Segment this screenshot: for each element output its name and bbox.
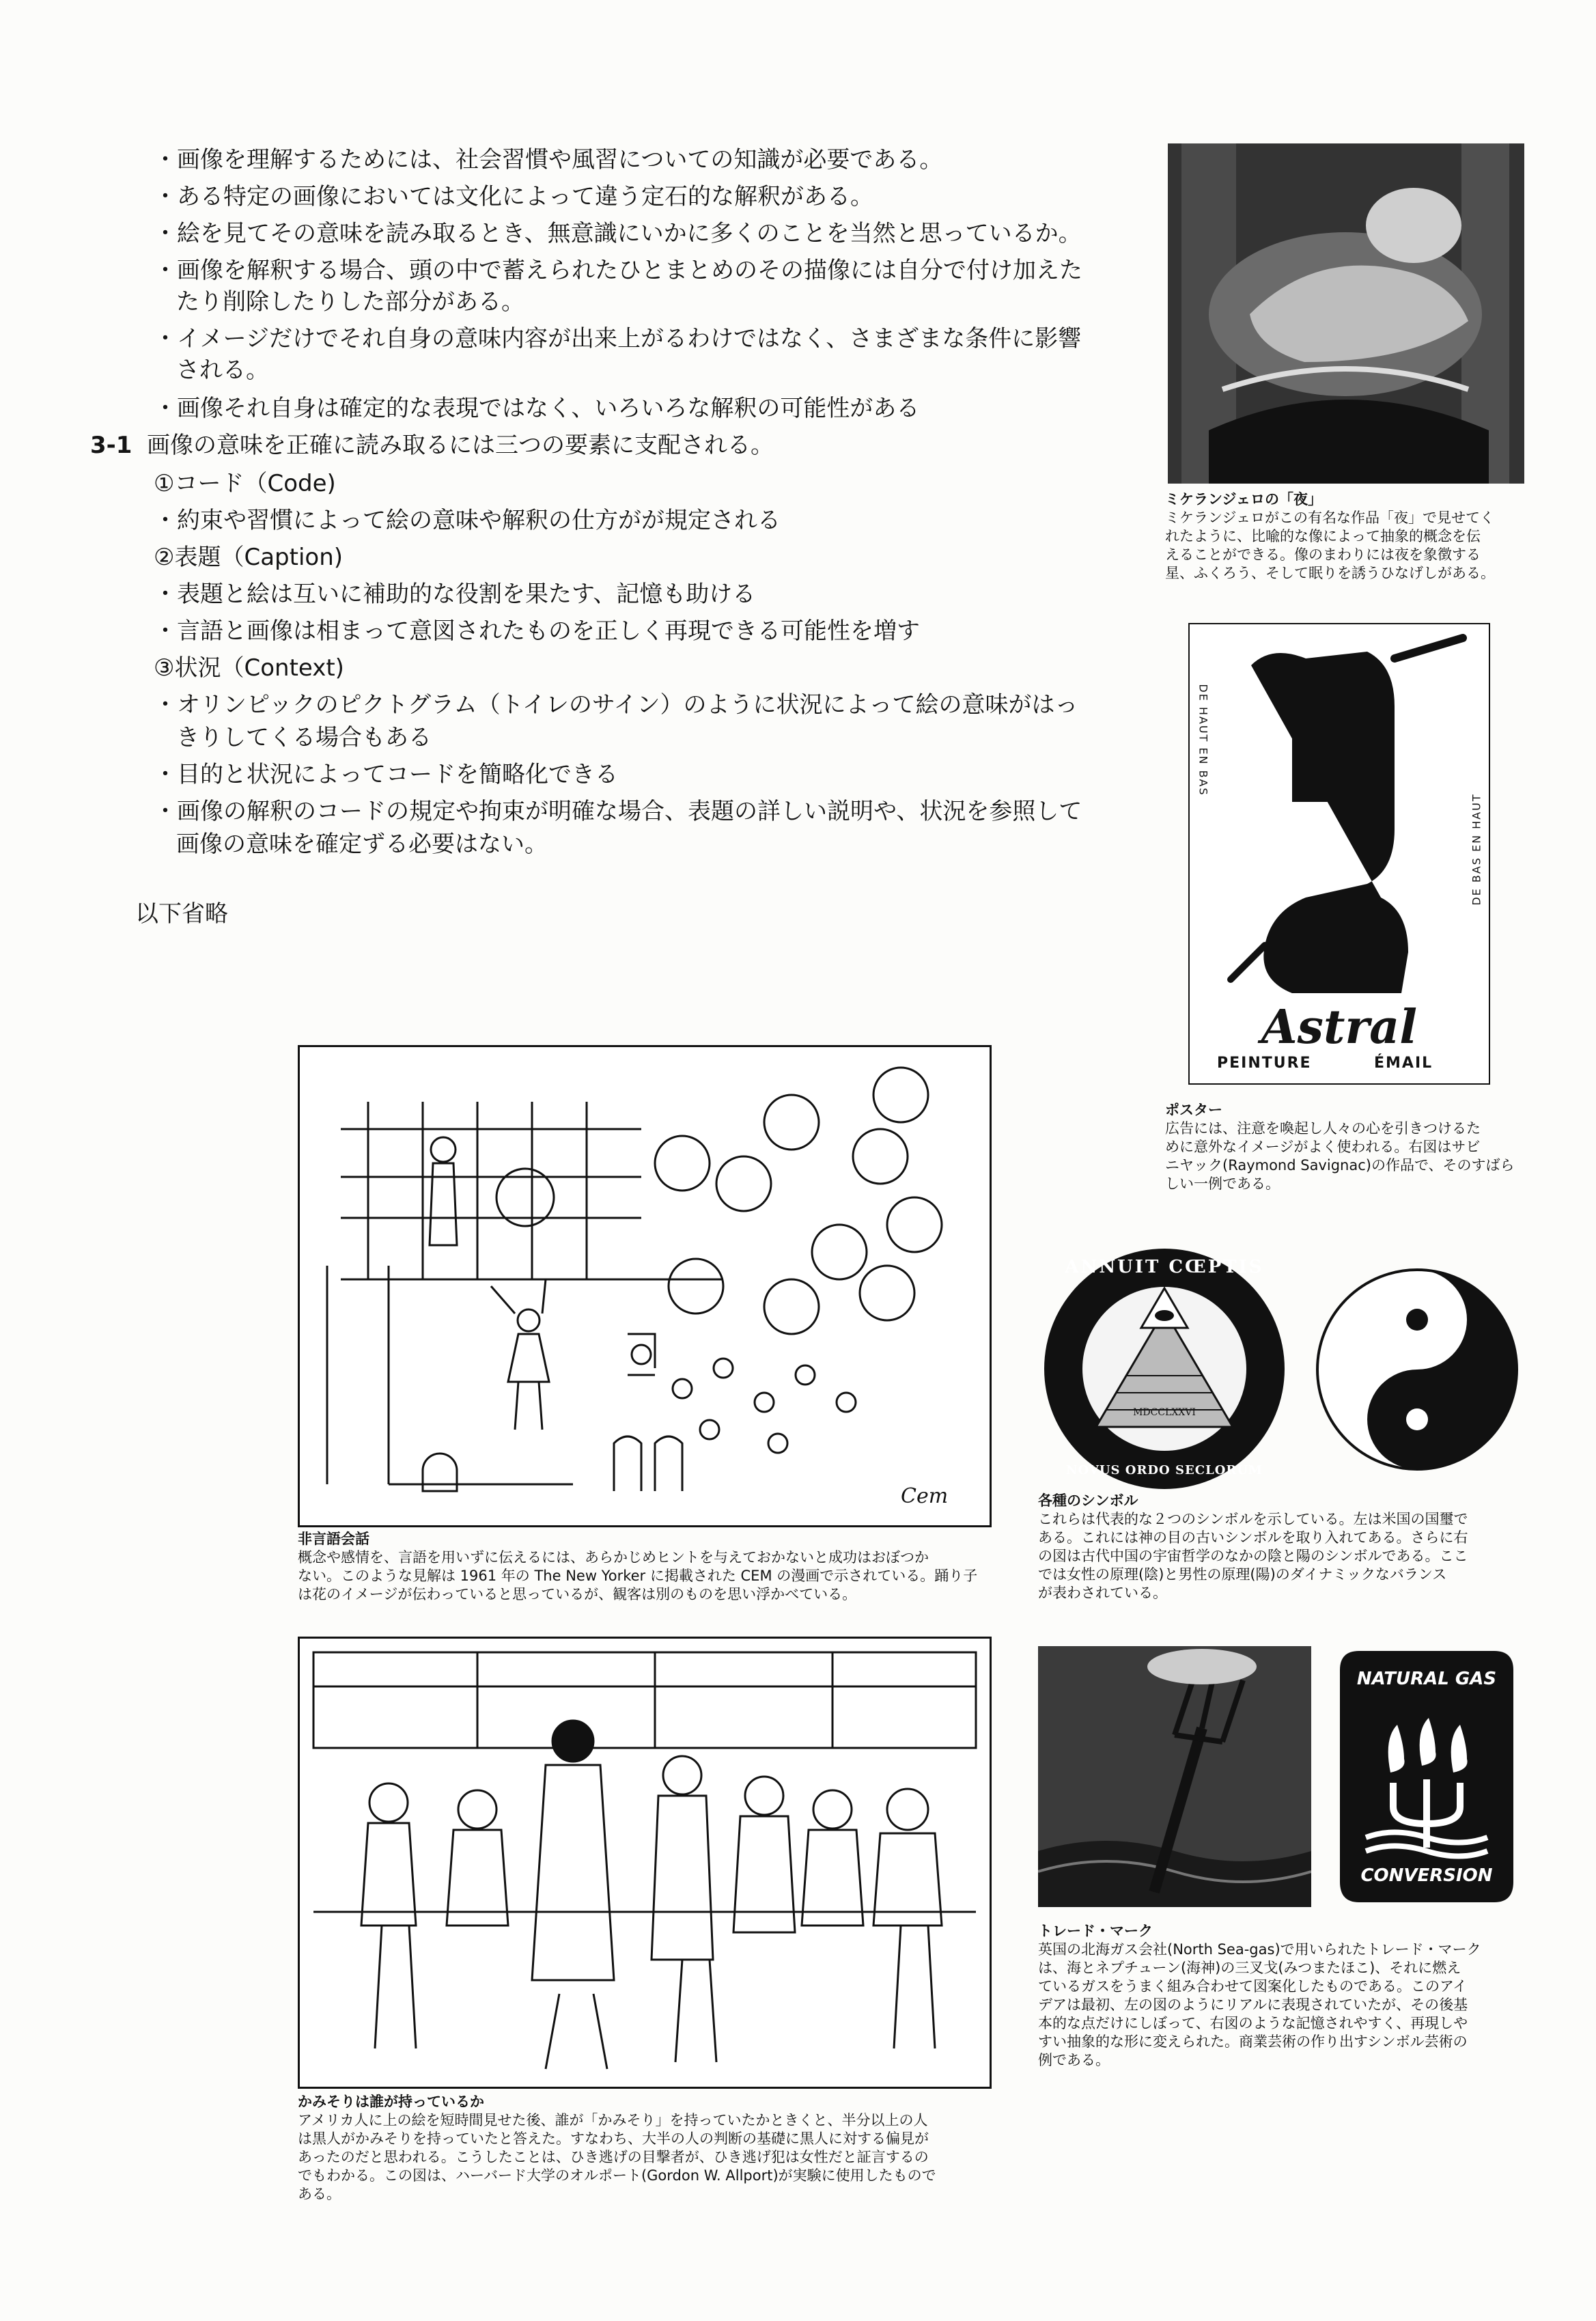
night-caption — [1165, 490, 1534, 583]
yin-yang — [1315, 1267, 1520, 1472]
context-line-1-cont: きりしてくる場合もある — [176, 724, 432, 751]
subway-caption-body: アメリカ人に上の絵を短時間見せた後、誰が「かみそり」を持っていたかときくと、半分以上の人 は黒人がかみそりを持っていたと答えた。すなわち、大半の人の判断の基礎に黒人に対する偏見が あったのだと思われる。こうしたことは、ひき逃げの目撃者が、ひき逃げ犯は女性だと証言するの でもわかる。この図は、ハーバード大学のオルポート(Gordon W. Allport)が実験に使用したもので ある。 — [298, 2112, 936, 2202]
poster-sub-right: ÉMAIL — [1374, 1055, 1433, 1072]
context-line-3-cont: 画像の意味を確定ずる必要はない。 — [176, 831, 548, 858]
poster-caption — [1165, 1101, 1534, 1193]
poster-sub-left: PEINTURE — [1217, 1055, 1312, 1072]
bullet-6: ・画像それ自身は確定的な表現ではなく、いろいろな解釈の可能性がある — [154, 395, 920, 422]
symbols-caption-title: 各種のシンボル — [1038, 1492, 1138, 1509]
symbols-caption — [1038, 1492, 1543, 1602]
subway-caption-title: かみそりは誰が持っているか — [298, 2094, 484, 2110]
trademark-realistic — [1038, 1646, 1311, 1907]
omitted-note: 以下省略 — [135, 900, 228, 928]
bullet-4-cont: たり削除したりした部分がある。 — [176, 288, 524, 316]
badge-top-text: NATURAL GAS — [1356, 1669, 1497, 1689]
great-seal — [1041, 1246, 1287, 1492]
poster-left-text: DE HAUT EN BAS — [1196, 684, 1210, 796]
caption-line-1: ・表題と絵は互いに補助的な役割を果たす、記憶も助ける — [154, 581, 756, 608]
cartoon-nonverbal — [298, 1045, 992, 1527]
cartoon-signature: Cem — [901, 1484, 949, 1508]
poster-right-text: DE BAS EN HAUT — [1470, 793, 1483, 906]
section-number: 3-1 — [90, 432, 132, 459]
cartoon-caption-title: 非言語会話 — [298, 1531, 369, 1547]
context-heading: ③状況（Context) — [154, 654, 344, 682]
badge-bottom-text: CONVERSION — [1360, 1865, 1493, 1886]
poster-logo: Astral — [1261, 1000, 1418, 1055]
subway-caption — [298, 2093, 994, 2204]
night-caption-body: ミケランジェロがこの有名な作品「夜」で見せてく れたように、比喩的な像によって抽象的概念を伝 えることができる。像のまわりには夜を象徴する 星、ふくろう、そして眠りを誘うひなげしがある。 — [1165, 510, 1495, 581]
night-caption-title: ミケランジェロの「夜」 — [1165, 491, 1323, 508]
code-heading: ①コード（Code) — [154, 470, 336, 497]
context-line-2: ・目的と状況によってコードを簡略化できる — [154, 761, 618, 788]
seal-top-text: ANNUIT CŒPTIS — [1065, 1257, 1264, 1277]
night-sculpture-photo — [1168, 143, 1524, 484]
trademark-caption — [1038, 1922, 1543, 2070]
seal-year-text: MDCCLXXVI — [1133, 1407, 1196, 1418]
symbols-caption-body: これらは代表的な２つのシンボルを示している。左は米国の国璽で ある。これには神の目の古いシンボルを取り入れてある。さらに右 の図は古代中国の宇宙哲学のなかの陰と陽のシンボルである。ここ では女性の原理(陰)と男性の原理(陽)のダイナミックなバランス が表わされている。 — [1038, 1511, 1468, 1601]
trademark-badge — [1339, 1650, 1515, 1904]
seal-bottom-text: NOVUS ORDO SECLORUM — [1066, 1463, 1263, 1477]
poster-caption-body: 広告には、注意を喚起し人々の心を引きつけるた めに意外なイメージがよく使われる。右図はサビ ニヤック(Raymond Savignac)の作品で、そのすばら しい一例である。 — [1165, 1120, 1515, 1192]
bullet-1: ・画像を理解するためには、社会習慣や風習についての知識が必要である。 — [154, 146, 943, 173]
bullet-4: ・画像を解釈する場合、頭の中で蓄えられたひとまとめのその描像には自分で付け加えた — [154, 257, 1082, 284]
section-title: 画像の意味を正確に読み取るには三つの要素に支配される。 — [147, 432, 774, 459]
subway-illustration — [298, 1637, 992, 2089]
cartoon-caption-body: 概念や感情を、言語を用いずに伝えるには、あらかじめヒントを与えておかないと成功はおぼつか ない。このような見解は 1961 年の The New Yorker に掲載された CEM の漫画で示されている。踊り子 は花のイメージが伝わっていると思っているが、観客は別のものを思い浮かべている。 — [298, 1549, 978, 1602]
code-line-1: ・約束や習慣によって絵の意味や解釈の仕方がが規定される — [154, 507, 781, 534]
cartoon-caption — [298, 1530, 994, 1604]
caption-line-2: ・言語と画像は相まって意図されたものを正しく再現できる可能性を増す — [154, 617, 920, 645]
trademark-caption-body: 英国の北海ガス会社(North Sea-gas)で用いられたトレード・マーク は、海とネプチューン(海神)の三叉戈(みつまたほこ)、それに燃え ているガスをうまく組み合わせて図案化したものである。このアイ デアは最初、左の図のようにリアルに表現されていたが、その後基 本的な点だけにしぼって、右図のような記憶されやすく、再現しや すい抽象的な形に変えられた。商業芸術の作り出すシンボル芸術の 例である。 — [1038, 1941, 1481, 2068]
astral-poster — [1188, 623, 1490, 1085]
bullet-5: ・イメージだけでそれ自身の意味内容が出来上がるわけではなく、さまざまな条件に影響 — [154, 325, 1082, 352]
caption-heading: ②表題（Caption) — [154, 544, 344, 571]
context-line-1: ・オリンピックのピクトグラム（トイレのサイン）のように状況によって絵の意味がはっ — [154, 691, 1078, 719]
bullet-3: ・絵を見てその意味を読み取るとき、無意識にいかに多くのことを当然と思っているか。 — [154, 220, 1082, 247]
bullet-5-cont: される。 — [176, 357, 269, 384]
poster-caption-title: ポスター — [1165, 1102, 1222, 1118]
trademark-caption-title: トレード・マーク — [1038, 1923, 1153, 1939]
bullet-2: ・ある特定の画像においては文化によって違う定石的な解釈がある。 — [154, 183, 873, 210]
context-line-3: ・画像の解釈のコードの規定や拘束が明確な場合、表題の詳しい説明や、状況を参照して — [154, 798, 1082, 825]
